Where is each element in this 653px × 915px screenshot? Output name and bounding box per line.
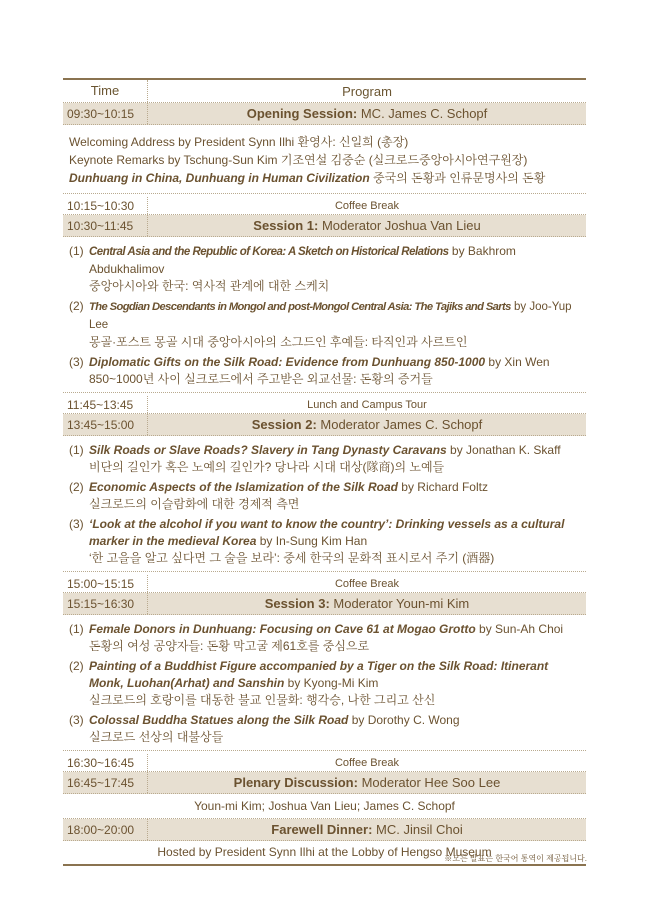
list-item	[69, 712, 586, 746]
bottom-rule	[63, 864, 586, 866]
paper-author: by Sun-Ah Choi	[475, 622, 564, 636]
paper-title: Silk Roads or Slave Roads? Slavery in Tang Dynasty Caravans	[89, 443, 447, 457]
list-item	[69, 516, 586, 567]
paper-title: Economic Aspects of the Islamization of the Silk Road	[89, 480, 398, 494]
session2-block	[63, 436, 586, 572]
list-item	[69, 354, 586, 388]
session3-label: Session 3:	[264, 596, 330, 611]
lunch-time: 11:45~13:45	[63, 396, 148, 413]
session2-title	[148, 417, 586, 432]
paper-title-kr: 실크로드의 호랑이를 대동한 불교 인물화: 행각승, 나한 그리고 산신	[89, 693, 436, 707]
item-number: (3)	[69, 713, 84, 727]
farewell-row	[63, 819, 586, 841]
coffee-row-1	[63, 197, 586, 215]
paper-title-kr: ‘한 고을을 알고 싶다면 그 술을 보라’: 중세 한국의 문화적 표시로서 주기 (酒器)	[89, 551, 495, 565]
farewell-title	[148, 822, 586, 837]
opening-row	[63, 103, 586, 125]
paper-author: by Jonathan K. Skaff	[446, 443, 561, 457]
opening-mc: MC. James C. Schopf	[357, 106, 488, 121]
coffee-row-3	[63, 754, 586, 772]
session3-row	[63, 593, 586, 615]
session3-title	[148, 596, 586, 611]
session1-block	[63, 237, 586, 393]
header-time: Time	[63, 80, 148, 102]
coffee-row-2	[63, 575, 586, 593]
coffee2-time: 15:00~15:15	[63, 575, 148, 592]
item-number: (3)	[69, 517, 84, 531]
paper-author: by Richard Foltz	[397, 480, 488, 494]
paper-title: Colossal Buddha Statues along the Silk Road	[89, 713, 349, 727]
farewell-host: Hosted by President Synn Ilhi at the Lobby of Hengso Museum	[157, 845, 492, 859]
opening-label: Opening Session:	[246, 106, 358, 121]
welcome-line: Welcoming Address by President Synn Ilhi 환영사: 신일희 (총장)	[69, 135, 409, 149]
list-item	[69, 479, 586, 513]
plenary-time: 16:45~17:45	[63, 772, 148, 793]
session3-time: 15:15~16:30	[63, 593, 148, 614]
keynote-title: Dunhuang in China, Dunhuang in Human Civilization	[69, 171, 370, 185]
item-number: (3)	[69, 355, 84, 369]
program-table	[63, 78, 586, 866]
session1-moderator: Moderator Joshua Van Lieu	[318, 218, 481, 233]
session1-label: Session 1:	[253, 218, 319, 233]
session1-row	[63, 215, 586, 237]
paper-title: ‘Look at the alcohol if you want to know the country’: Drinking vessels as a cultural marker in the medieval Korea	[89, 517, 565, 548]
coffee1-time: 10:15~10:30	[63, 197, 148, 214]
farewell-label: Farewell Dinner:	[271, 822, 373, 837]
paper-title: Female Donors in Dunhuang: Focusing on Cave 61 at Mogao Grotto	[89, 622, 476, 636]
item-number: (2)	[69, 299, 84, 313]
keynote-title-kr: 중국의 돈황과 인류문명사의 돈황	[369, 171, 546, 185]
paper-author: by Joo-Yup Lee	[89, 301, 572, 331]
session2-label: Session 2:	[251, 417, 317, 432]
paper-title-kr: 돈황의 여성 공양자들: 돈황 막고굴 제61호를 중심으로	[89, 639, 370, 653]
paper-title: Painting of a Buddhist Figure accompanied by a Tiger on the Silk Road: Itinerant Monk, Luohan(Arhat) and Sanshin	[89, 659, 549, 690]
list-item	[69, 442, 586, 476]
plenary-row	[63, 772, 586, 794]
item-number: (2)	[69, 659, 84, 673]
plenary-label: Plenary Discussion:	[233, 775, 358, 790]
item-number: (2)	[69, 480, 84, 494]
plenary-title	[148, 775, 586, 790]
header-program: Program	[342, 83, 392, 99]
opening-time: 09:30~10:15	[63, 103, 148, 124]
keynote-title-line	[69, 169, 586, 187]
item-number: (1)	[69, 443, 84, 457]
coffee3-label: Coffee Break	[334, 756, 399, 769]
item-number: (1)	[69, 622, 84, 636]
paper-title: Diplomatic Gifts on the Silk Road: Evidence from Dunhuang 850-1000	[89, 355, 486, 369]
session2-moderator: Moderator James C. Schopf	[316, 417, 483, 432]
session3-moderator: Moderator Youn-mi Kim	[329, 596, 470, 611]
list-item	[69, 658, 586, 709]
item-number: (1)	[69, 244, 84, 258]
plenary-panel: Youn-mi Kim; Joshua Van Lieu; James C. Schopf	[63, 794, 586, 819]
keynote-line: Keynote Remarks by Tschung-Sun Kim 기조연설 김중순 (실크로드중앙아시아연구원장)	[69, 153, 528, 167]
paper-author: by Dorothy C. Wong	[348, 713, 460, 727]
paper-author: by In-Sung Kim Han	[256, 534, 368, 548]
paper-author: by Xin Wen	[485, 355, 550, 369]
opening-title	[148, 106, 586, 121]
farewell-time: 18:00~20:00	[63, 819, 148, 840]
paper-author: by Kyong-Mi Kim	[284, 676, 379, 690]
coffee2-label: Coffee Break	[334, 577, 399, 590]
interpretation-note: ※모든 발표는 한국어 통역이 제공됩니다.	[444, 854, 587, 863]
list-item	[69, 621, 586, 655]
session2-time: 13:45~15:00	[63, 414, 148, 435]
session1-title	[148, 218, 586, 233]
plenary-moderator: Moderator Hee Soo Lee	[357, 775, 501, 790]
session1-time: 10:30~11:45	[63, 215, 148, 236]
paper-title-kr: 실크로드 선상의 대불상들	[89, 730, 224, 744]
paper-author: by Bakhrom Abdukhalimov	[89, 244, 516, 276]
table-header	[63, 80, 586, 103]
paper-title: Central Asia and the Republic of Korea: A Sketch on Historical Relations	[89, 246, 449, 258]
coffee3-time: 16:30~16:45	[63, 754, 148, 771]
session3-block	[63, 615, 586, 751]
paper-title: The Sogdian Descendants in Mongol and post-Mongol Central Asia: The Tajiks and Sarts	[89, 301, 511, 313]
session2-row	[63, 414, 586, 436]
opening-block	[63, 125, 586, 194]
paper-title-kr: 850~1000년 사이 실크로드에서 주고받은 외교선물: 돈황의 증거들	[89, 372, 433, 386]
lunch-row	[63, 396, 586, 414]
paper-title-kr: 중앙아시아와 한국: 역사적 관계에 대한 스케치	[89, 279, 330, 293]
farewell-mc: MC. Jinsil Choi	[372, 822, 463, 837]
coffee1-label: Coffee Break	[334, 199, 399, 212]
list-item	[69, 298, 586, 351]
list-item	[69, 243, 586, 295]
paper-title-kr: 비단의 길인가 혹은 노예의 길인가? 당나라 시대 대상(隊商)의 노예들	[89, 460, 445, 474]
paper-title-kr: 몽골·포스트 몽골 시대 중앙아시아의 소그드인 후예들: 타직인과 사르트인	[89, 335, 468, 349]
paper-title-kr: 실크로드의 이슬람화에 대한 경제적 측면	[89, 497, 300, 511]
lunch-label: Lunch and Campus Tour	[307, 398, 427, 411]
